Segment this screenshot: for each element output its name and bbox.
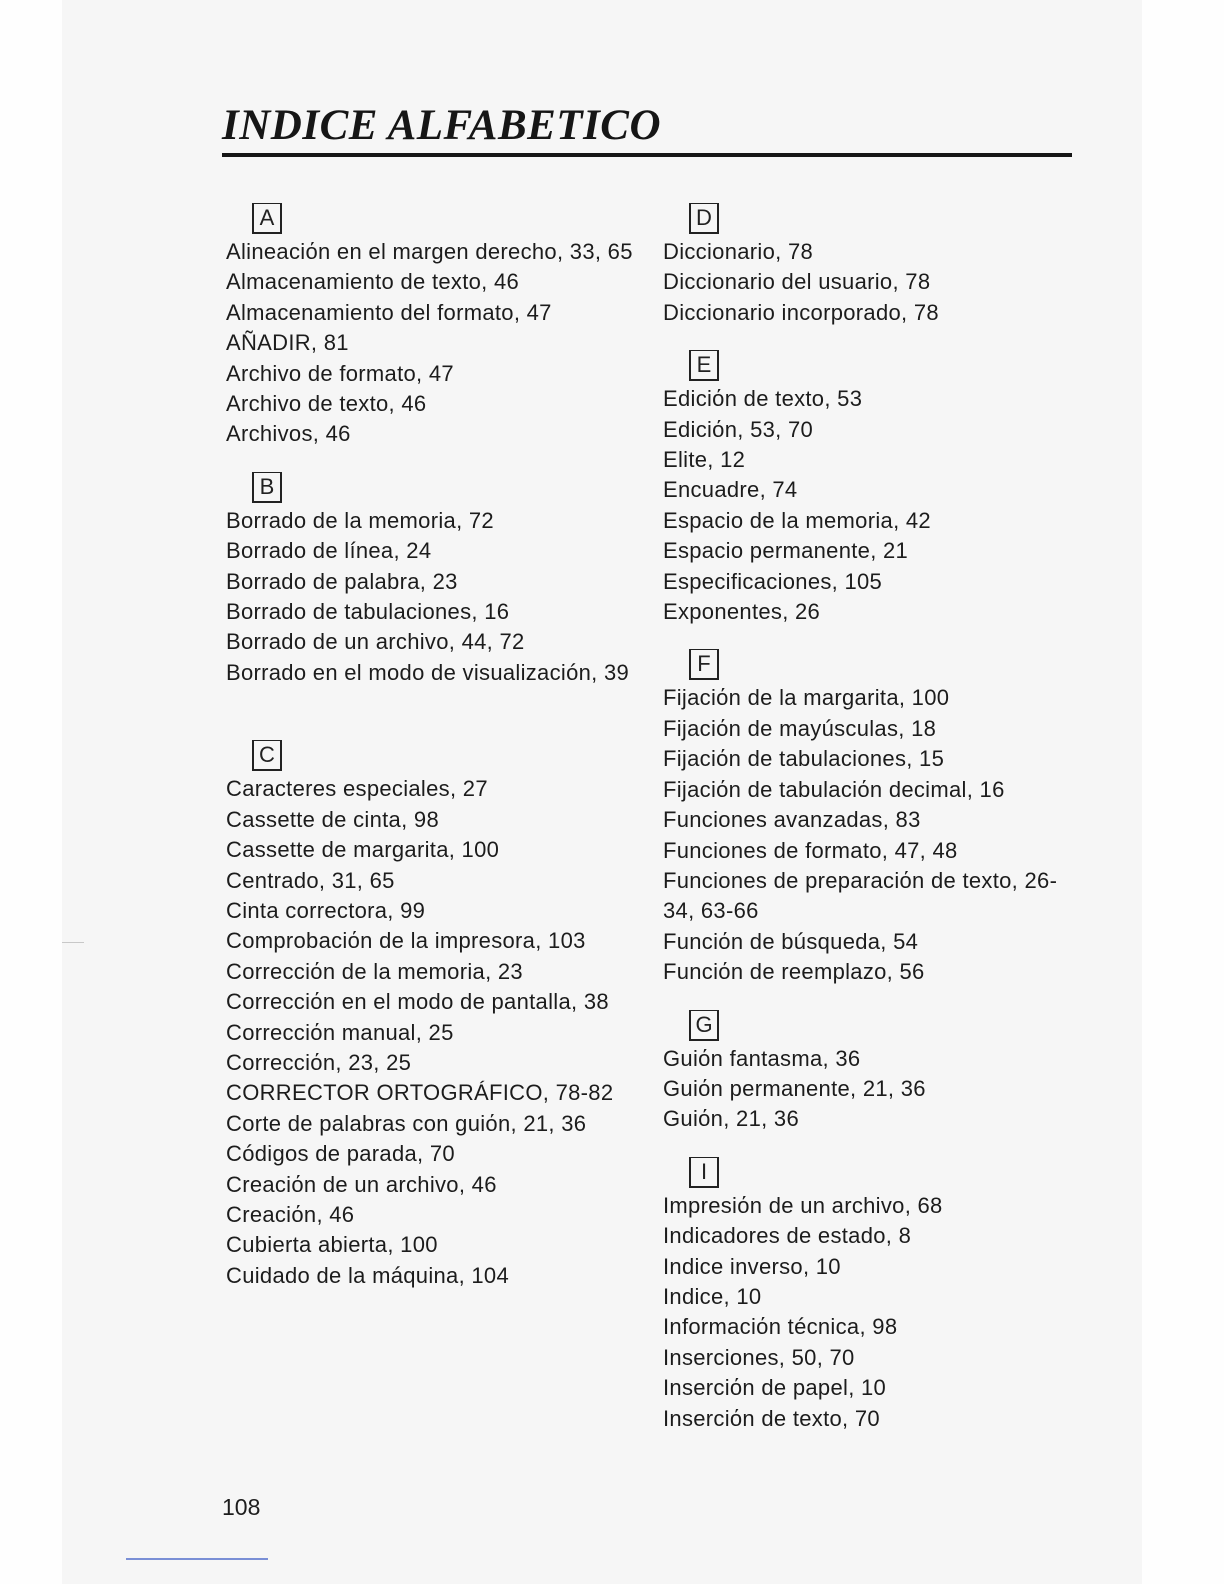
index-entry: Inserciόn de texto, 70 — [663, 1405, 880, 1431]
index-entry: Almacenamiento del formato, 47 — [226, 299, 552, 325]
index-entry: Guiόn fantasma, 36 — [663, 1045, 861, 1071]
index-entry: Impresiόn de un archivo, 68 — [663, 1192, 943, 1218]
section-letter-box: B — [252, 472, 282, 503]
index-entry: Correcciόn manual, 25 — [226, 1019, 454, 1045]
index-entry: Centrado, 31, 65 — [226, 867, 395, 893]
index-entry: Informaciόn técnica, 98 — [663, 1314, 898, 1340]
index-entry: Espacio de la memoria, 42 — [663, 507, 931, 533]
index-entry: AÑADIR, 81 — [226, 330, 349, 356]
index-entry: Creaciόn, 46 — [226, 1201, 355, 1227]
margin-mark — [62, 942, 84, 943]
index-entry: Fijaciόn de mayúsculas, 18 — [663, 715, 937, 741]
index-entry: Archivos, 46 — [226, 421, 351, 447]
index-entry: Borrado de tabulaciones, 16 — [226, 599, 510, 625]
index-entry: Guiόn, 21, 36 — [663, 1106, 799, 1132]
index-section-a — [226, 203, 646, 450]
index-entry: Comprobaciόn de la impresora, 103 — [226, 928, 586, 954]
index-column-right — [663, 203, 1083, 1456]
section-letter-box: D — [689, 203, 719, 234]
index-entry: Fijaciόn de la margarita, 100 — [663, 685, 950, 711]
index-entry: Funciones de preparaciόn de texto, 26-34, 63-66 — [663, 867, 1058, 924]
index-entry: Cuidado de la máquina, 104 — [226, 1262, 510, 1288]
section-letter-box: C — [252, 740, 282, 771]
index-section-g — [663, 1010, 1083, 1135]
index-entry: Corte de palabras con guiόn, 21, 36 — [226, 1110, 587, 1136]
index-section-b — [226, 472, 646, 688]
section-spacer — [226, 710, 646, 740]
index-entry: Borrado de línea, 24 — [226, 538, 432, 564]
index-entry: Archivo de texto, 46 — [226, 391, 427, 417]
section-letter-box: G — [689, 1010, 719, 1041]
index-entry: Indicadores de estado, 8 — [663, 1223, 912, 1249]
section-letter-box: I — [689, 1157, 719, 1188]
index-column-left — [226, 203, 646, 1313]
entry-list — [226, 506, 646, 688]
index-entry: Guiόn permanente, 21, 36 — [663, 1075, 926, 1101]
title-underline — [222, 153, 1072, 157]
index-entry: Almacenamiento de texto, 46 — [226, 269, 520, 295]
page-number: 108 — [222, 1494, 261, 1520]
index-entry: Especificaciones, 105 — [663, 568, 883, 594]
index-entry: Creaciόn de un archivo, 46 — [226, 1171, 497, 1197]
index-section-f — [663, 649, 1083, 987]
index-entry: Inserciones, 50, 70 — [663, 1344, 855, 1370]
index-entry: Caracteres especiales, 27 — [226, 776, 488, 802]
index-entry: Diccionario, 78 — [663, 239, 814, 264]
page-title: INDICE ALFABETICO — [222, 102, 662, 149]
index-entry: Encuadre, 74 — [663, 477, 798, 503]
index-entry: Elite, 12 — [663, 447, 746, 473]
index-entry: Fijaciόn de tabulaciones, 15 — [663, 746, 945, 772]
index-section-i — [663, 1157, 1083, 1434]
index-entry: Funciόn de búsqueda, 54 — [663, 928, 919, 954]
index-entry: Cassette de cinta, 98 — [226, 806, 439, 832]
footer-link-underline[interactable] — [126, 1558, 268, 1560]
index-section-c — [226, 740, 646, 1291]
index-entry: Indice, 10 — [663, 1283, 762, 1309]
entry-list — [226, 237, 646, 450]
entry-list — [663, 1191, 1083, 1434]
index-entry: Cubierta abierta, 100 — [226, 1232, 438, 1258]
index-entry: Cinta correctora, 99 — [226, 897, 426, 923]
index-entry: Correcciόn de la memoria, 23 — [226, 958, 523, 984]
index-entry: Funciones avanzadas, 83 — [663, 807, 921, 833]
entry-list — [663, 1044, 1083, 1135]
index-entry: Códigos de parada, 70 — [226, 1141, 455, 1167]
index-entry: Borrado de la memoria, 72 — [226, 507, 494, 533]
index-entry: Borrado de un archivo, 44, 72 — [226, 629, 525, 655]
index-entry: Funciones de formato, 47, 48 — [663, 837, 958, 863]
entry-list — [663, 237, 1083, 328]
section-letter-box: E — [689, 350, 719, 381]
entry-list — [663, 384, 1083, 627]
index-section-d — [663, 203, 1083, 328]
section-letter-box: A — [252, 203, 282, 234]
index-entry: Espacio permanente, 21 — [663, 538, 909, 564]
index-entry: Alineaciόn en el margen derecho, 33, 65 — [226, 239, 633, 264]
index-entry: Cassette de margarita, 100 — [226, 837, 500, 863]
entry-list — [663, 683, 1083, 987]
index-entry: Indice inverso, 10 — [663, 1253, 841, 1279]
index-entry: Ediciόn, 53, 70 — [663, 416, 814, 442]
index-entry: Fijaciόn de tabulaciόn decimal, 16 — [663, 776, 1005, 802]
index-entry: Funciόn de reemplazo, 56 — [663, 959, 925, 985]
index-entry: Correcciόn, 23, 25 — [226, 1049, 412, 1075]
section-letter-box: F — [689, 649, 719, 680]
index-entry: Borrado en el modo de visualización, 39 — [226, 659, 630, 685]
index-entry: Correcciόn en el modo de pantalla, 38 — [226, 989, 609, 1015]
entry-list — [226, 774, 646, 1291]
index-entry: Inserciόn de papel, 10 — [663, 1375, 887, 1401]
index-entry: Borrado de palabra, 23 — [226, 568, 458, 594]
index-entry: Exponentes, 26 — [663, 599, 821, 625]
index-entry: Archivo de formato, 47 — [226, 360, 454, 386]
index-entry: Diccionario incorporado, 78 — [663, 299, 939, 325]
index-section-e — [663, 350, 1083, 627]
index-entry: Diccionario del usuario, 78 — [663, 269, 931, 295]
index-entry: Ediciόn de texto, 53 — [663, 386, 863, 412]
index-entry: CORRECTOR ORTOGRÁFICO, 78-82 — [226, 1080, 614, 1106]
